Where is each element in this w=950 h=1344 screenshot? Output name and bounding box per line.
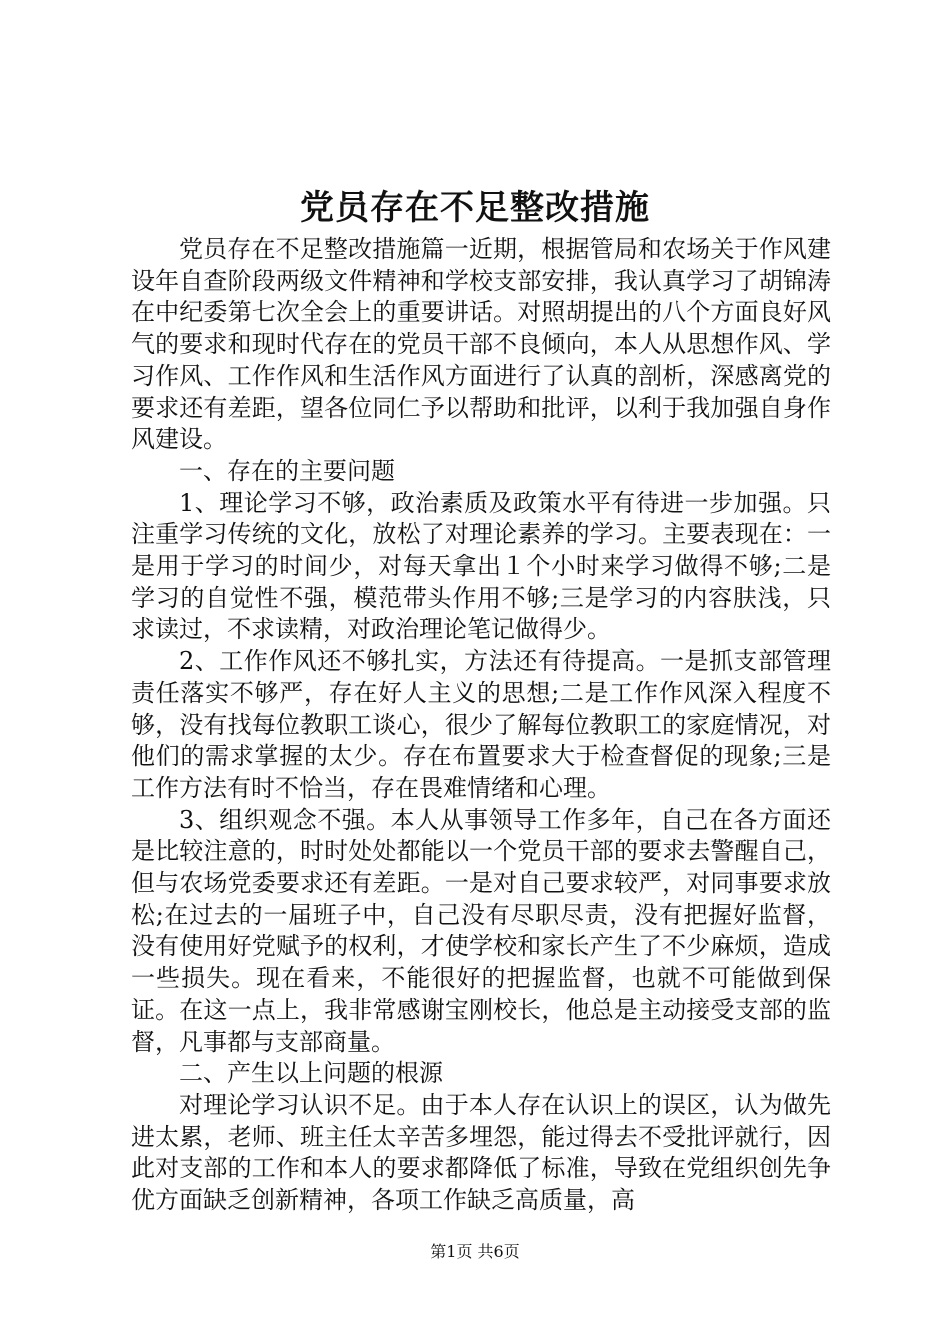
paragraph-problem-3: 3、组织观念不强。本人从事领导工作多年，自己在各方面还是比较注意的，时时处处都能以一个党员干部的要求去警醒自己，但与农场党委要求还有差距。一是对自己要求较严，对同事要求放松;在过去的一届班子中，自己没有尽职尽责，没有把握好监督，没有使用好党赋予的权利，才使学校和家长产生了不少麻烦，造成一些损失。现在看来，不能很好的把握监督，也就不可能做到保证。在这一点上，我非常感谢宝刚校长，他总是主动接受支部的监督，凡事都与支部商量。 bbox=[131, 805, 831, 1056]
page-number-footer: 第1页 共6页 bbox=[430, 1242, 520, 1261]
paragraph-problem-2: 2、工作作风还不够扎实，方法还有待提高。一是抓支部管理责任落实不够严，存在好人主义的思想;二是工作作风深入程度不够，没有找每位教职工谈心，很少了解每位教职工的家庭情况，对他们的需求掌握的太少。存在布置要求大于检查督促的现象;三是工作方法有时不恰当，存在畏难情绪和心理。 bbox=[131, 647, 831, 802]
section-heading-problems: 一、存在的主要问题 bbox=[179, 456, 395, 485]
paragraph-problem-1: 1、理论学习不够，政治素质及政策水平有待进一步加强。只注重学习传统的文化，放松了对理论素养的学习。主要表现在：一是用于学习的时间少，对每天拿出１个小时来学习做得不够;二是学习的自觉性不强，模范带头作用不够;三是学习的内容肤浅，只求读过，不求读精，对政治理论笔记做得少。 bbox=[131, 488, 831, 644]
paragraph-intro: 党员存在不足整改措施篇一近期，根据管局和农场关于作风建设年自查阶段两级文件精神和学校支部安排，我认真学习了胡锦涛在中纪委第七次全会上的重要讲话。对照胡提出的八个方面良好风气的要求和现时代存在的党员干部不良倾向，本人从思想作风、学习作风、工作作风和生活作风方面进行了认真的剖析，深感离党的要求还有差距，望各位同仁予以帮助和批评，以利于我加强自身作风建设。 bbox=[131, 235, 831, 454]
paragraph-root-1: 对理论学习认识不足。由于本人存在认识上的误区，认为做先进太累，老师、班主任太辛苦多埋怨，能过得去不受批评就行，因此对支部的工作和本人的要求都降低了标准，导致在党组织创先争优方面缺乏创新精神，各项工作缺乏高质量，高 bbox=[131, 1090, 831, 1215]
document-body bbox=[131, 234, 831, 1217]
section-heading-roots: 二、产生以上问题的根源 bbox=[179, 1059, 443, 1088]
document-title: 党员存在不足整改措施 bbox=[300, 188, 650, 228]
